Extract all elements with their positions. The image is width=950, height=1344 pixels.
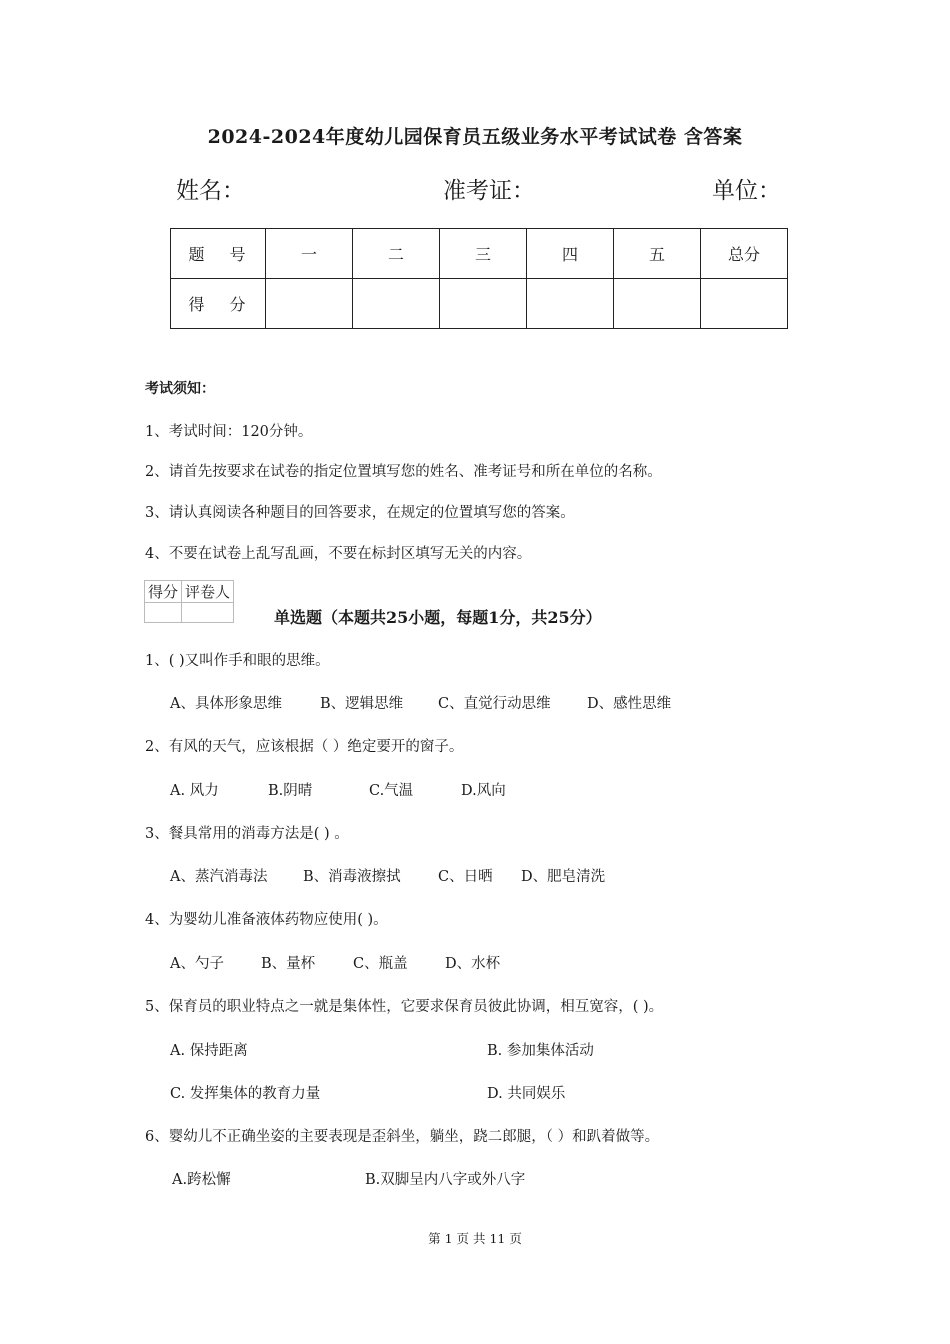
answer-option: A、勺子 [170, 956, 224, 972]
answer-option: D、感性思维 [587, 696, 672, 712]
question-text: 2、有风的天气，应该根据（ ）绝定要开的窗子。 [145, 739, 464, 755]
grader-box [144, 580, 234, 623]
notice-item: 2、请首先按要求在试卷的指定位置填写您的姓名、准考证号和所在单位的名称。 [145, 464, 662, 480]
question-text: 5、保育员的职业特点之一就是集体性，它要求保育员彼此协调，相互宽容，( )。 [145, 999, 664, 1015]
score-table-cell: 题 号 [171, 229, 266, 279]
answer-option: B、逻辑思维 [320, 696, 404, 712]
answer-option: A、蒸汽消毒法 [170, 869, 268, 885]
answer-option: C、直觉行动思维 [438, 696, 551, 712]
answer-option: D. 共同娱乐 [487, 1086, 566, 1102]
grader-box-score-label: 得分 [145, 581, 182, 603]
answer-option: C. 发挥集体的教育力量 [170, 1086, 321, 1102]
section-title: 单选题（本题共25小题，每题1分，共25分） [274, 608, 602, 627]
score-table-cell: 二 [353, 229, 440, 279]
answer-option: C.气温 [369, 783, 414, 799]
notice-item: 1、考试时间：120分钟。 [145, 424, 313, 440]
answer-option: C、瓶盖 [353, 956, 408, 972]
exam-id-field-label: 准考证： [443, 178, 535, 204]
answer-option: A.跨松懈 [172, 1172, 231, 1188]
answer-option: B.双脚呈内八字或外八字 [365, 1172, 526, 1188]
answer-option: B.阴晴 [268, 783, 313, 799]
name-field-label: 姓名： [176, 178, 245, 204]
page-footer: 第 1 页 共 11 页 [428, 1231, 522, 1246]
answer-option: B、量杯 [261, 956, 316, 972]
answer-option: A、具体形象思维 [170, 696, 282, 712]
answer-option: D.风向 [461, 783, 506, 799]
score-table-header-row [171, 229, 788, 279]
score-entry-cell[interactable] [440, 279, 527, 329]
answer-option: D、肥皂清洗 [521, 869, 606, 885]
grader-box-grader-cell[interactable] [182, 603, 234, 623]
score-table-cell: 一 [266, 229, 353, 279]
notice-item: 3、请认真阅读各种题目的回答要求，在规定的位置填写您的答案。 [145, 505, 575, 521]
score-entry-cell[interactable] [701, 279, 788, 329]
score-table-cell: 三 [440, 229, 527, 279]
score-table [170, 228, 788, 329]
notice-title: 考试须知： [145, 381, 215, 397]
question-text: 6、婴幼儿不正确坐姿的主要表现是歪斜坐，躺坐，跷二郎腿，（ ）和趴着做等。 [145, 1129, 660, 1145]
score-table-cell: 得 分 [171, 279, 266, 329]
score-entry-cell[interactable] [527, 279, 614, 329]
answer-option: B. 参加集体活动 [487, 1043, 594, 1059]
score-entry-cell[interactable] [614, 279, 701, 329]
score-entry-cell[interactable] [353, 279, 440, 329]
answer-option: C、日晒 [438, 869, 493, 885]
score-table-score-row [171, 279, 788, 329]
score-table-cell: 总分 [701, 229, 788, 279]
answer-option: A. 保持距离 [170, 1043, 248, 1059]
answer-option: D、水杯 [445, 956, 501, 972]
question-text: 1、( )又叫作手和眼的思维。 [145, 653, 330, 669]
score-table-cell: 四 [527, 229, 614, 279]
grader-box-score-cell[interactable] [145, 603, 182, 623]
unit-field-label: 单位： [712, 178, 781, 204]
document-title: 2024-2024年度幼儿园保育员五级业务水平考试试卷 含答案 [207, 126, 743, 148]
grader-box-grader-label: 评卷人 [182, 581, 234, 603]
score-table-cell: 五 [614, 229, 701, 279]
score-entry-cell[interactable] [266, 279, 353, 329]
answer-option: B、消毒液擦拭 [303, 869, 401, 885]
question-text: 3、餐具常用的消毒方法是( ) 。 [145, 826, 349, 842]
notice-item: 4、不要在试卷上乱写乱画，不要在标封区填写无关的内容。 [145, 546, 532, 562]
question-text: 4、为婴幼儿准备液体药物应使用( )。 [145, 912, 388, 928]
answer-option: A. 风力 [170, 783, 219, 799]
